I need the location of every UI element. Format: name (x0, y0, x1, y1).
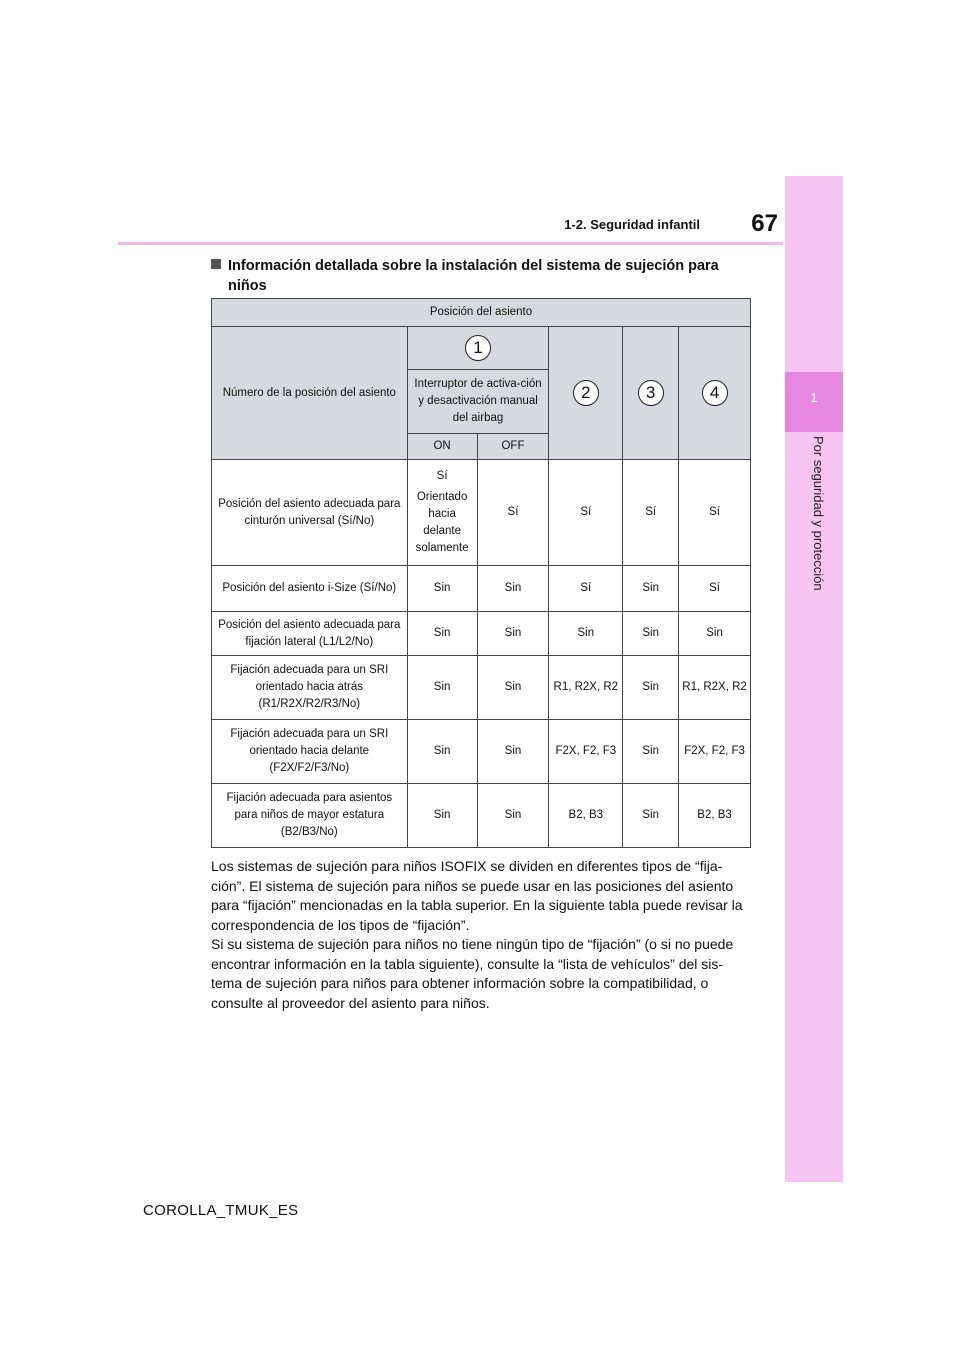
section-heading (211, 256, 751, 296)
seat-4-header (679, 327, 751, 460)
table-title: Posición del asiento (212, 299, 751, 327)
table-cell: Sí (623, 460, 679, 566)
body-text (211, 857, 751, 1013)
square-bullet-icon (211, 259, 221, 269)
row-label: Fijación adecuada para asientos para niños de mayor estatura (B2/B3/No) (212, 784, 408, 848)
table-cell: F2X, F2, F3 (679, 720, 751, 784)
section-title: 1-2. Seguridad infantil (564, 217, 700, 232)
row-label: Posición del asiento i-Size (Sí/No) (212, 566, 408, 612)
table-cell: B2, B3 (679, 784, 751, 848)
table-cell: R1, R2X, R2 (549, 656, 623, 720)
table-cell: Sin (477, 612, 549, 656)
table-cell: Sin (623, 720, 679, 784)
table-cell: Sin (407, 566, 477, 612)
table-cell: Sin (623, 612, 679, 656)
table-cell: Sin (407, 612, 477, 656)
row-label: Posición del asiento adecuada para cinturón universal (Sí/No) (212, 460, 408, 566)
table-cell: Sí (679, 460, 751, 566)
cell-note: Orientado hacia delante solamente (415, 491, 469, 554)
table-cell: Sí (549, 460, 623, 566)
paragraph-2: Si su sistema de sujeción para niños no tiene ningún tipo de “fijación” (o si no puede encontrar información en la tabla siguiente), consulte la “lista de vehículos” del sis-tema de sujeción para niños para obtener información sobre la compatibilidad, o consulte al proveedor del asiento para niños. (211, 936, 734, 1011)
table-cell: Sin (623, 656, 679, 720)
seat-2-header (549, 327, 623, 460)
heading-line-1: Información detallada sobre la instalación del sistema de sujeción para (228, 258, 719, 274)
table-cell: Sin (407, 656, 477, 720)
paragraph-1: Los sistemas de sujeción para niños ISOFIX se dividen en diferentes tipos de “fija-ción”. El sistema de sujeción para niños se puede usar en las posiciones del asiento para “fijación” mencionadas en la tabla superior. En la siguiente tabla puede revisar la correspondencia de los tipos de “fijación”. (211, 858, 743, 933)
on-header: ON (407, 434, 477, 460)
chapter-title: Por seguridad y protección (811, 436, 826, 591)
table-cell: Sin (477, 656, 549, 720)
row-label: Fijación adecuada para un SRI orientado hacia atrás (R1/R2X/R2/R3/No) (212, 656, 408, 720)
row-label: Fijación adecuada para un SRI orientado hacia delante (F2X/F2/F3/No) (212, 720, 408, 784)
seat-3-header (623, 327, 679, 460)
table-cell (407, 460, 477, 566)
table-cell: Sí (477, 460, 549, 566)
table-cell: Sí (679, 566, 751, 612)
seat-position-table (211, 298, 751, 848)
table-cell: Sin (477, 566, 549, 612)
seat-number-2-icon: 2 (573, 380, 599, 406)
table-cell: Sin (679, 612, 751, 656)
page-number: 67 (751, 210, 778, 237)
table-cell: Sin (623, 784, 679, 848)
seat-number-4-icon: 4 (702, 380, 728, 406)
chapter-number: 1 (810, 390, 818, 405)
seat-number-1-icon: 1 (465, 335, 491, 361)
seat-1-header (407, 327, 549, 370)
seat-number-3-icon: 3 (638, 380, 664, 406)
table-cell: Sí (549, 566, 623, 612)
table-cell: Sin (407, 784, 477, 848)
airbag-switch-header: Interruptor de activa-ción y desactivación manual del airbag (407, 370, 549, 434)
row-label: Posición del asiento adecuada para fijación lateral (L1/L2/No) (212, 612, 408, 656)
table-cell: Sin (407, 720, 477, 784)
chapter-sidebar (785, 176, 843, 1182)
footer-doc-id: COROLLA_TMUK_ES (143, 1202, 299, 1219)
table-cell: Sin (477, 784, 549, 848)
heading-line-2: niños (228, 278, 267, 294)
table-cell: Sin (549, 612, 623, 656)
table-cell: R1, R2X, R2 (679, 656, 751, 720)
cell-value: Sí (436, 470, 448, 482)
table-cell: F2X, F2, F3 (549, 720, 623, 784)
table-cell: Sin (477, 720, 549, 784)
header-rule (118, 242, 783, 245)
table-cell: Sin (623, 566, 679, 612)
table-cell: B2, B3 (549, 784, 623, 848)
off-header: OFF (477, 434, 549, 460)
row-header-seat-number: Número de la posición del asiento (212, 327, 408, 460)
